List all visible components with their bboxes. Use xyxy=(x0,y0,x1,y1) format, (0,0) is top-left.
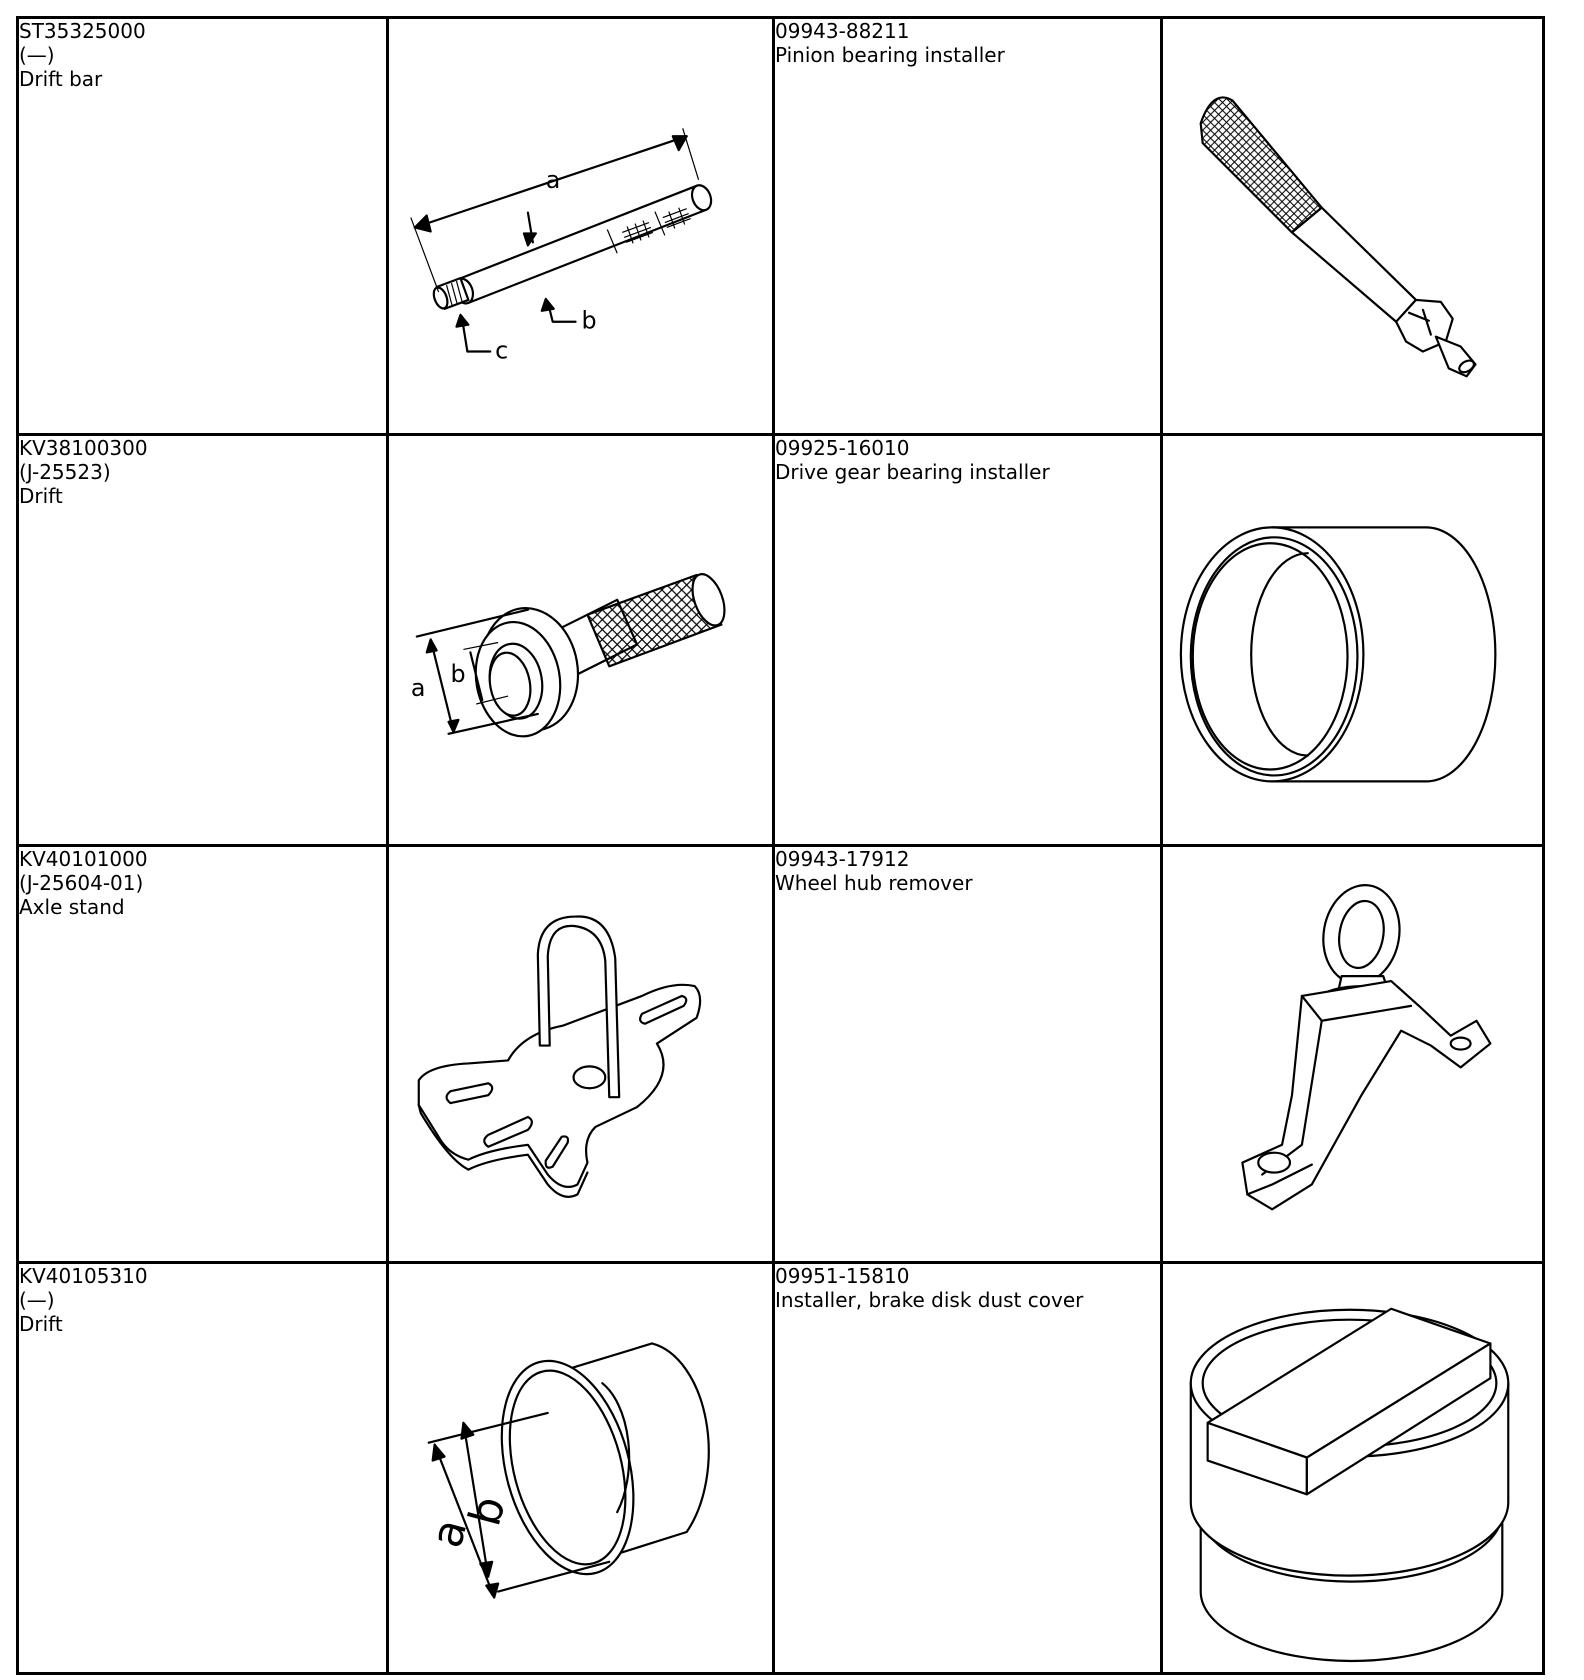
tool-name: Pinion bearing installer xyxy=(775,43,1005,67)
part-number: KV40105310 xyxy=(19,1264,148,1288)
special-tools-table xyxy=(16,16,1545,1675)
tool-illustration-cell xyxy=(1162,435,1544,846)
tool-info-cell xyxy=(774,1263,1162,1674)
alt-part-number: (—) xyxy=(19,43,55,67)
drift-illustration xyxy=(389,436,772,844)
alt-part-number: (J-25604-01) xyxy=(19,871,144,895)
table-row xyxy=(18,846,1544,1263)
tool-name: Drift bar xyxy=(19,67,103,91)
tool-name: Drift xyxy=(19,1312,63,1336)
tool-name: Axle stand xyxy=(19,895,125,919)
part-number: 09943-88211 xyxy=(775,19,910,43)
alt-part-number: (J-25523) xyxy=(19,460,111,484)
tool-info-cell xyxy=(18,1263,388,1674)
tool-info-cell xyxy=(18,846,388,1263)
dimension-label-b: b xyxy=(450,660,466,689)
table-row xyxy=(18,435,1544,846)
tool-info-cell xyxy=(774,435,1162,846)
dimension-label-b: b xyxy=(459,1491,516,1532)
tool-illustration-cell xyxy=(388,846,774,1263)
part-number: 09925-16010 xyxy=(775,436,910,460)
pinion-bearing-installer-illustration xyxy=(1163,19,1542,433)
part-number: KV38100300 xyxy=(19,436,148,460)
tool-info-cell xyxy=(18,435,388,846)
drift-bar-illustration xyxy=(389,19,772,433)
dimension-label-c: c xyxy=(495,336,509,365)
brake-disk-dust-cover-installer-illustration xyxy=(1163,1264,1542,1672)
part-number: KV40101000 xyxy=(19,847,148,871)
dimension-label-a: a xyxy=(421,1513,478,1553)
tool-illustration-cell xyxy=(1162,846,1544,1263)
tool-illustration-cell xyxy=(1162,18,1544,435)
tool-name: Drive gear bearing installer xyxy=(775,460,1050,484)
tool-name: Drift xyxy=(19,484,63,508)
wheel-hub-remover-illustration xyxy=(1163,847,1542,1261)
dimension-label-b: b xyxy=(581,306,597,335)
tool-name: Installer, brake disk dust cover xyxy=(775,1288,1084,1312)
tool-info-cell xyxy=(774,846,1162,1263)
drift-sleeve-illustration xyxy=(389,1264,772,1672)
tool-name: Wheel hub remover xyxy=(775,871,973,895)
tool-illustration-cell xyxy=(388,1263,774,1674)
dimension-label-a: a xyxy=(545,165,561,194)
dimension-label-a: a xyxy=(410,674,426,703)
drive-gear-bearing-installer-illustration xyxy=(1163,436,1542,844)
tool-info-cell xyxy=(18,18,388,435)
tool-illustration-cell xyxy=(388,18,774,435)
tool-illustration-cell xyxy=(388,435,774,846)
tool-illustration-cell xyxy=(1162,1263,1544,1674)
alt-part-number: (—) xyxy=(19,1288,55,1312)
axle-stand-illustration xyxy=(389,847,772,1261)
table-row xyxy=(18,1263,1544,1674)
tool-info-cell xyxy=(774,18,1162,435)
part-number: ST35325000 xyxy=(19,19,146,43)
table-row xyxy=(18,18,1544,435)
part-number: 09943-17912 xyxy=(775,847,910,871)
part-number: 09951-15810 xyxy=(775,1264,910,1288)
